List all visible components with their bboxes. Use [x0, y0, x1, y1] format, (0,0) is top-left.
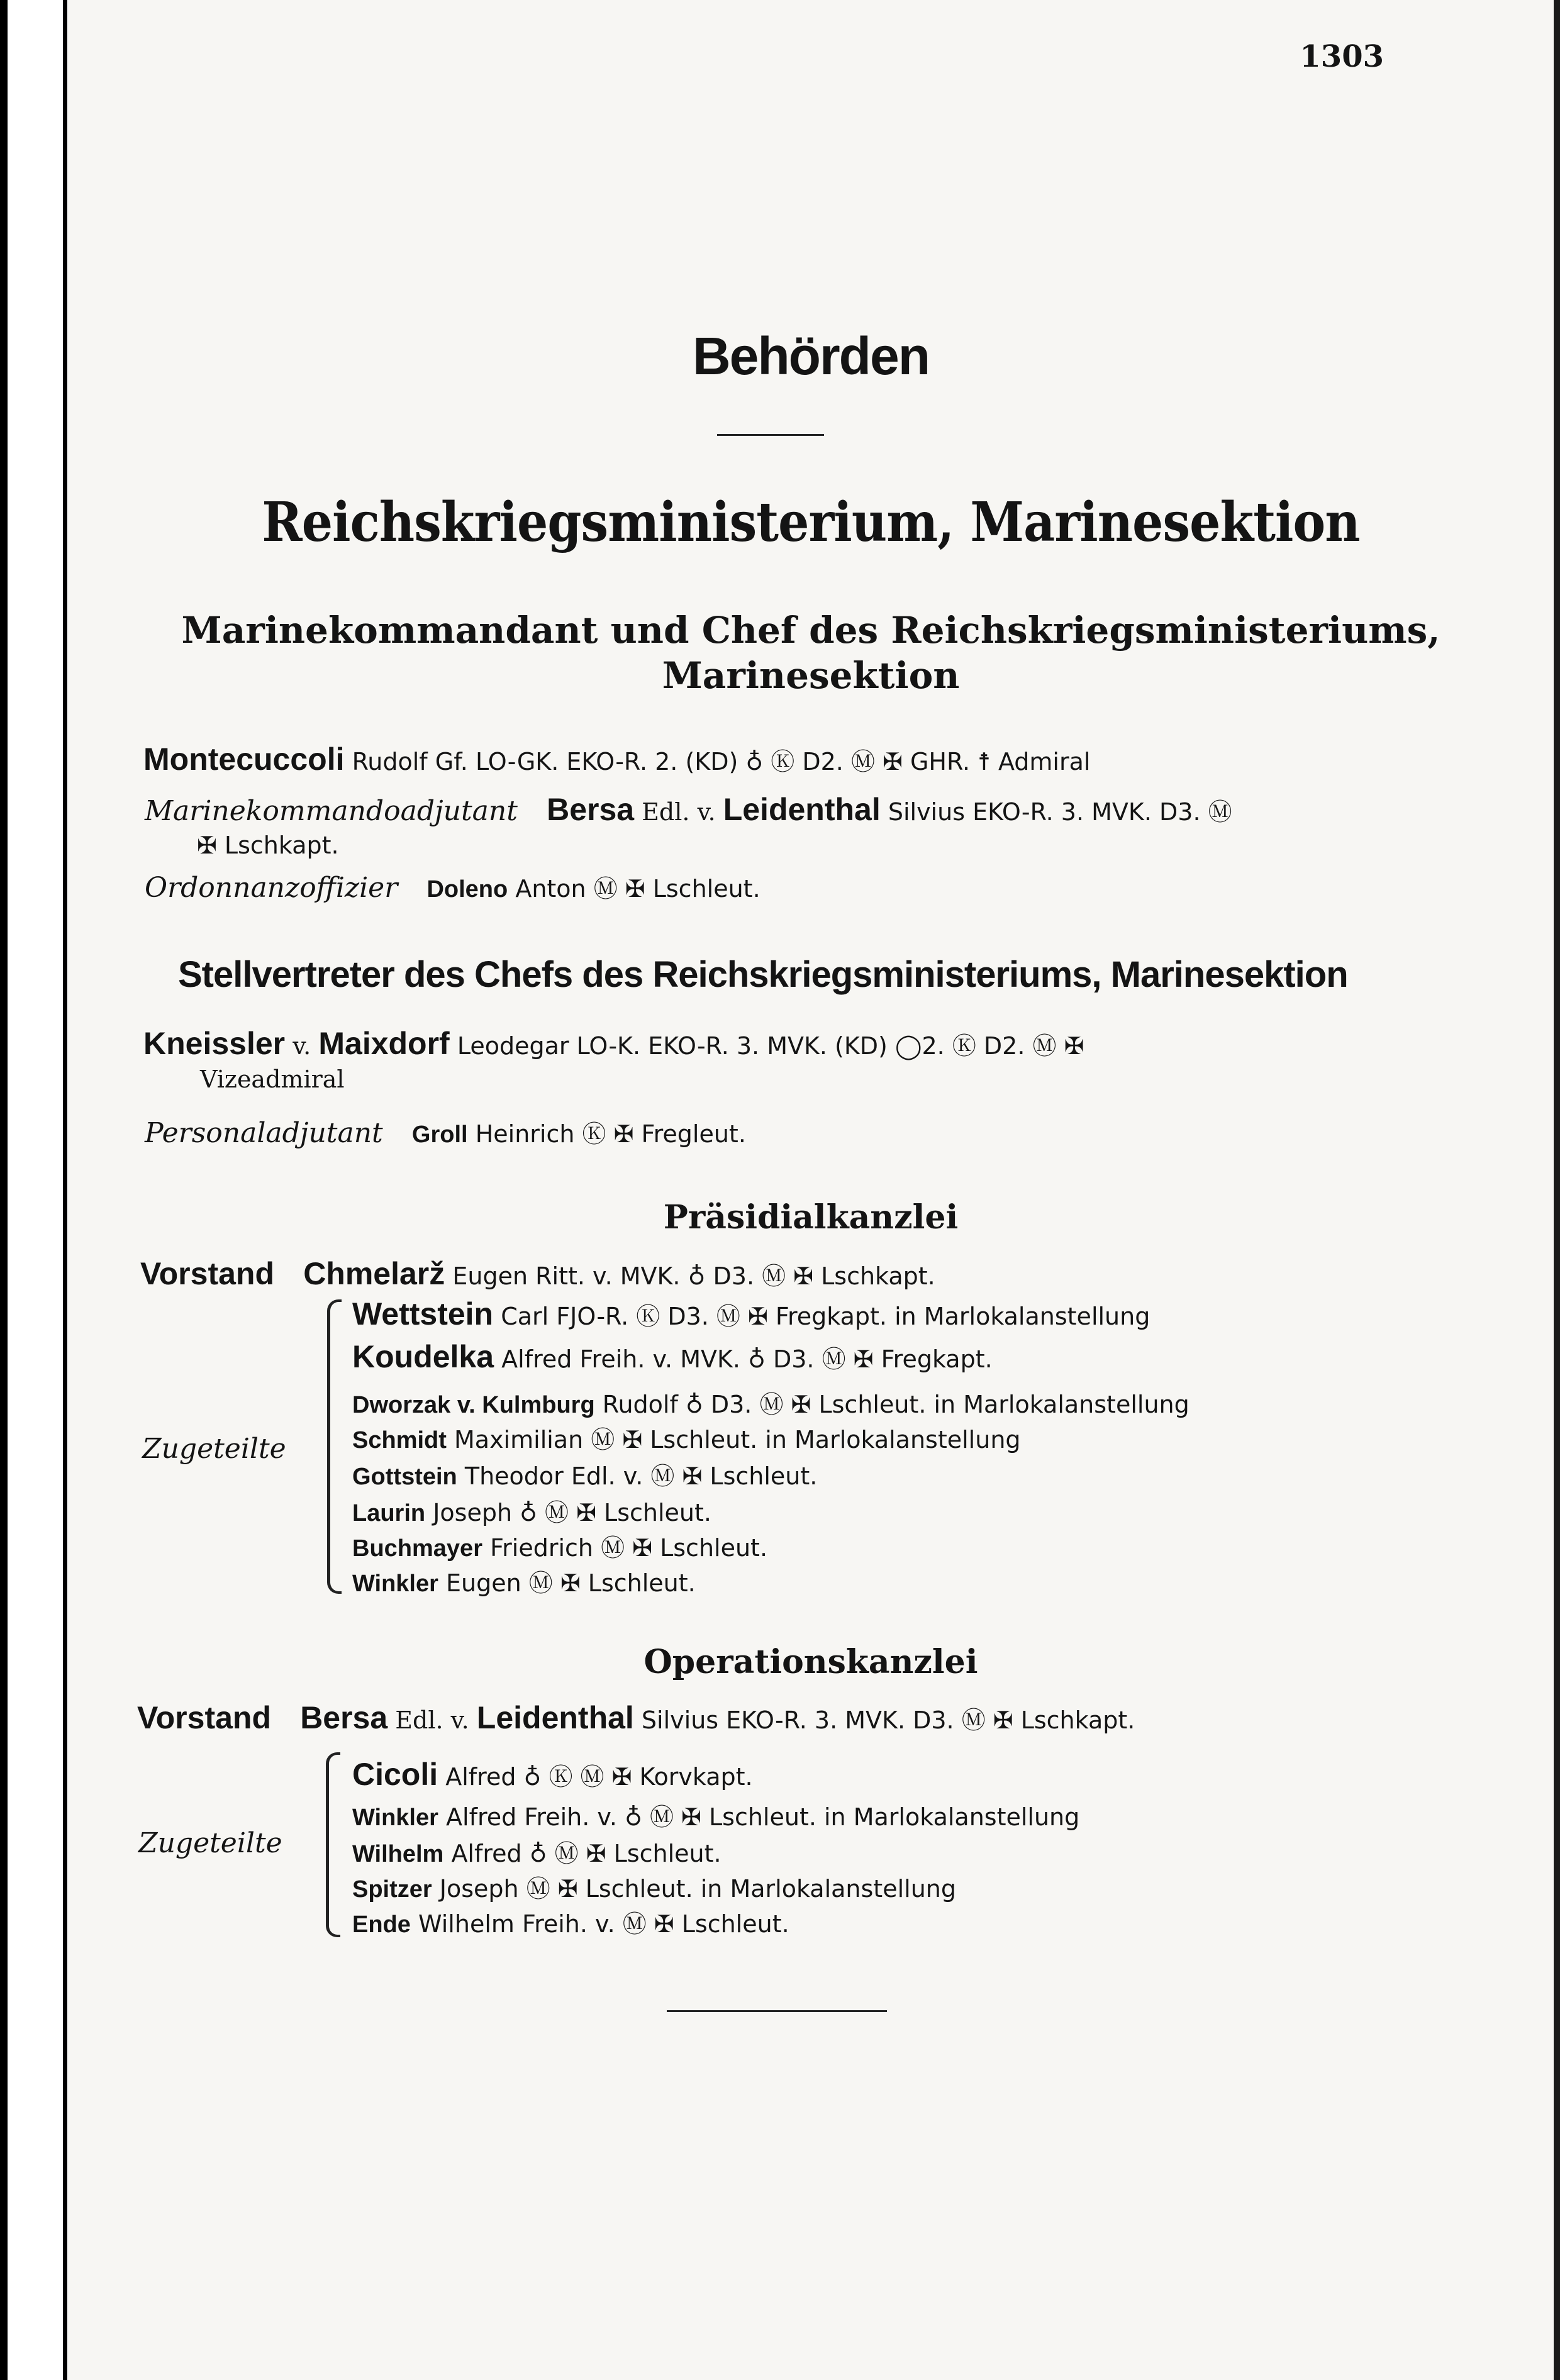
praesidial-zugeteilte-label: Zugeteilte [142, 1433, 286, 1465]
commander-heading-line1: Marinekommandant und Chef des Reichskriegsministeriums, [181, 609, 1440, 652]
praesidial-member-details: Theodor Edl. v. Ⓜ ✠ Lschleut. [464, 1462, 818, 1490]
operations-member-details: Wilhelm Freih. v. Ⓜ ✠ Lschleut. [418, 1910, 789, 1938]
praesidial-member-details: Carl FJO-R. Ⓚ D3. Ⓜ ✠ Fregkapt. in Marlokalanstellung [501, 1303, 1150, 1330]
adjutant-details2: Silvius EKO-R. 3. MVK. D3. Ⓜ [888, 798, 1232, 826]
personnel-adjutant-name: Groll [411, 1121, 468, 1148]
praesidial-member-details: Rudolf ♁ D3. Ⓜ ✠ Lschleut. in Marlokalanstellung [602, 1391, 1190, 1418]
orderly-details: Anton Ⓜ ✠ Lschleut. [515, 875, 760, 903]
praesidial-member-name: Wettstein [352, 1296, 494, 1332]
operations-member-details: Alfred ♁ Ⓜ ✠ Lschleut. [451, 1840, 722, 1867]
personnel-adjutant-entry [145, 1115, 746, 1149]
commander-entry [143, 741, 1090, 777]
adjutant-name2: Leidenthal [723, 792, 881, 827]
commander-heading-line2: Marinesektion [662, 654, 960, 697]
praesidial-member [352, 1564, 696, 1598]
operations-heading: Operationskanzlei [644, 1643, 978, 1681]
praesidial-member-details: Alfred Freih. v. MVK. ♁ D3. Ⓜ ✠ Fregkapt. [501, 1345, 993, 1373]
praesidial-vorstand-details: Eugen Ritt. v. MVK. ♁ D3. Ⓜ ✠ Lschkapt. [452, 1262, 935, 1290]
orderly-role: Ordonnanzoffizier [145, 872, 398, 904]
praesidial-member [352, 1385, 1190, 1420]
praesidial-member [352, 1420, 1021, 1455]
scan-binding-line [63, 0, 67, 2380]
praesidial-member [352, 1457, 817, 1491]
operations-member [352, 1869, 956, 1904]
praesidial-member [352, 1528, 767, 1563]
praesidial-member-details: Maximilian Ⓜ ✠ Lschleut. in Marlokalanstellung [454, 1426, 1021, 1454]
scan-left-edge [0, 0, 8, 2380]
operations-member-name: Spitzer [352, 1876, 432, 1903]
operations-vorstand-details: Edl. v. [395, 1706, 469, 1734]
operations-member [352, 1905, 789, 1939]
operations-zugeteilte-label: Zugeteilte [138, 1827, 282, 1859]
divider-rule [717, 434, 824, 436]
adjutant-name: Bersa [547, 792, 635, 827]
praesidial-member [352, 1296, 1150, 1332]
adjutant-details: Edl. v. [642, 798, 716, 826]
praesidial-member-name: Winkler [352, 1571, 438, 1597]
operations-vorstand-name: Bersa [300, 1700, 388, 1735]
operations-member [352, 1798, 1079, 1832]
operations-vorstand-name2: Leidenthal [476, 1700, 634, 1735]
operations-member-details: Joseph Ⓜ ✠ Lschleut. in Marlokalanstellung [439, 1875, 956, 1903]
commander-details: Rudolf Gf. LO-GK. EKO-R. 2. (KD) ♁ Ⓚ D2. Ⓜ ✠ GHR. ☨ Admiral [352, 748, 1091, 776]
praesidial-member [352, 1493, 711, 1528]
operations-vorstand-details2: Silvius EKO-R. 3. MVK. D3. Ⓜ ✠ Lschkapt. [641, 1706, 1135, 1734]
praesidial-heading: Präsidialkanzlei [663, 1198, 959, 1237]
adjutant-role: Marinekommandoadjutant [145, 795, 518, 827]
praesidial-vorstand-name: Chmelarž [303, 1256, 445, 1291]
operations-member-name: Wilhelm [352, 1841, 444, 1867]
deputy-name2: Maixdorf [318, 1026, 450, 1061]
section-title: Behörden [692, 326, 930, 386]
praesidial-member-name: Dworzak v. Kulmburg [352, 1392, 595, 1418]
praesidial-member-details: Joseph ♁ Ⓜ ✠ Lschleut. [433, 1499, 711, 1526]
orderly-entry [145, 869, 760, 904]
operations-brace [326, 1752, 340, 1937]
operations-member-name: Cicoli [352, 1757, 438, 1792]
end-rule [667, 2010, 887, 2012]
adjutant-entry [145, 791, 1232, 828]
operations-member-name: Winkler [352, 1804, 438, 1831]
deputy-heading: Stellvertreter des Chefs des Reichskriegsministeriums, Marinesektion [178, 954, 1348, 995]
document-page [68, 0, 1554, 2380]
praesidial-member-name: Koudelka [352, 1339, 494, 1374]
commander-name: Montecuccoli [143, 742, 345, 777]
praesidial-member-name: Gottstein [352, 1464, 457, 1490]
operations-vorstand [137, 1699, 1135, 1736]
personnel-adjutant-role: Personaladjutant [145, 1117, 383, 1149]
deputy-details: v. [292, 1032, 311, 1060]
praesidial-vorstand [140, 1255, 935, 1292]
deputy-entry [143, 1025, 1084, 1062]
page-number: 1303 [1300, 39, 1384, 74]
adjutant-line2: ✠ Lschkapt. [197, 831, 339, 859]
praesidial-member-name: Schmidt [352, 1427, 447, 1454]
praesidial-member [352, 1338, 993, 1375]
operations-member [352, 1834, 722, 1869]
deputy-line2: Vizeadmiral [200, 1065, 345, 1093]
praesidial-member-details: Friedrich Ⓜ ✠ Lschleut. [490, 1534, 768, 1562]
scan-right-edge [1554, 0, 1560, 2380]
orderly-name: Doleno [426, 876, 508, 903]
operations-vorstand-label: Vorstand [137, 1700, 271, 1735]
deputy-details2: Leodegar LO-K. EKO-R. 3. MVK. (KD) ◯2. Ⓚ D2. Ⓜ ✠ [457, 1032, 1084, 1060]
praesidial-member-name: Laurin [352, 1500, 426, 1526]
operations-member [352, 1756, 753, 1793]
praesidial-member-details: Eugen Ⓜ ✠ Lschleut. [446, 1569, 696, 1597]
praesidial-member-name: Buchmayer [352, 1535, 482, 1562]
main-title: Reichskriegsministerium, Marinesektion [262, 491, 1360, 554]
deputy-name: Kneissler [143, 1026, 286, 1061]
personnel-adjutant-details: Heinrich Ⓚ ✠ Fregleut. [475, 1120, 746, 1148]
praesidial-brace [327, 1299, 342, 1594]
operations-member-name: Ende [352, 1911, 411, 1938]
praesidial-vorstand-label: Vorstand [140, 1256, 274, 1291]
operations-member-details: Alfred Freih. v. ♁ Ⓜ ✠ Lschleut. in Marlokalanstellung [446, 1803, 1080, 1831]
operations-member-details: Alfred ♁ Ⓚ Ⓜ ✠ Korvkapt. [445, 1763, 753, 1791]
